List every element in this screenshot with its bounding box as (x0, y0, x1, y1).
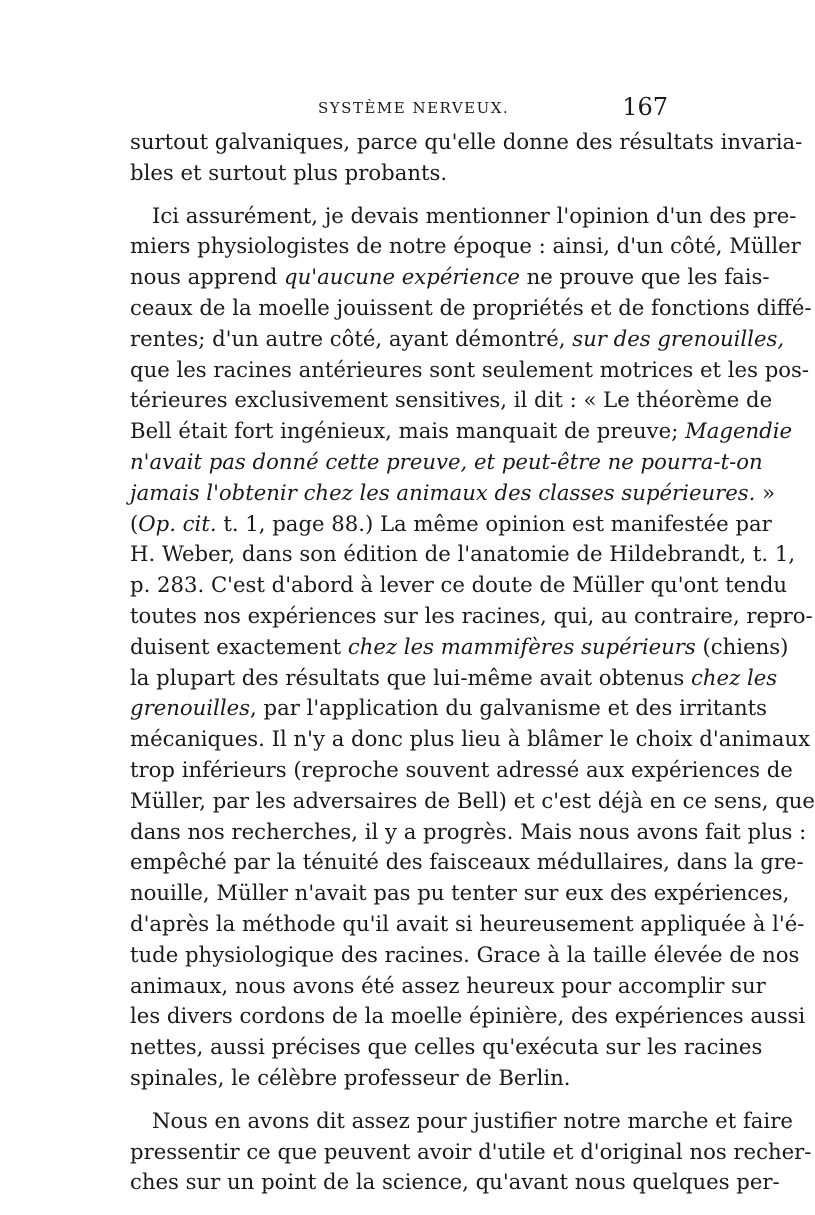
italic-text: qu'aucune expérience (284, 264, 520, 290)
text-segment: dans nos recherches, il y a progrès. Mais nous avons fait plus : (130, 818, 807, 844)
text-line (130, 1137, 812, 1168)
text-line (130, 693, 768, 724)
text-segment: ceaux de la moelle jouissent de propriétés et de fonctions diffé- (130, 294, 812, 320)
text-line (130, 878, 790, 909)
text-line (130, 1063, 668, 1094)
text-segment: ne prouve que les fais- (519, 264, 770, 290)
text-segment: les divers cordons de la moelle épinière, des expériences aussi (130, 1003, 806, 1029)
text-segment: bles et surtout plus probants. (130, 159, 448, 185)
text-line (130, 1001, 806, 1032)
text-line (130, 971, 766, 1002)
text-segment: Müller, par les adversaires de Bell) et c'est déjà en ce sens, que (130, 787, 815, 813)
text-segment: que les racines antérieures sont seulement motrices et les pos- (130, 356, 810, 382)
text-segment: tude physiologique des racines. Grace à la taille élevée de nos (130, 941, 800, 967)
text-line (130, 201, 797, 232)
text-segment: pressentir ce que peuvent avoir d'utile et d'original nos recher- (130, 1138, 812, 1164)
text-line (130, 293, 812, 324)
text-segment: trop inférieurs (reproche souvent adressé aux expériences de (130, 756, 793, 782)
paragraph (130, 127, 803, 189)
text-segment: animaux, nous avons été assez heureux pour accomplir sur (130, 972, 766, 998)
italic-text: jamais l'obtenir chez les animaux des classes supérieures. (130, 479, 756, 505)
text-segment: duisent exactement (130, 633, 348, 659)
text-segment: toutes nos expériences sur les racines, qui, au contraire, repro- (130, 602, 813, 628)
text-segment: empêché par la ténuité des faisceaux médullaires, dans la gre- (130, 849, 804, 875)
text-line (130, 416, 793, 447)
text-line (130, 940, 800, 971)
text-line (130, 539, 796, 570)
text-line (130, 601, 813, 632)
text-line (130, 262, 770, 293)
text-segment: Bell était fort ingénieux, mais manquait de preuve; (130, 418, 686, 444)
text-line (130, 355, 810, 386)
text-line (130, 1167, 780, 1198)
text-segment: la plupart des résultats que lui-même avait obtenus (130, 664, 692, 690)
text-segment: térieures exclusivement sensitives, il dit : « Le théorème de (130, 387, 773, 413)
text-line (130, 909, 805, 940)
text-line (130, 324, 785, 355)
page-number: 167 (622, 93, 668, 121)
text-line (130, 786, 815, 817)
text-line (130, 478, 776, 509)
italic-text: n'avait pas donné cette preuve, et peut-être ne pourra-t-on (130, 448, 763, 474)
italic-text: chez les (691, 664, 778, 690)
text-segment: (chiens) (695, 633, 789, 659)
text-segment: ( (130, 510, 139, 536)
text-segment: miers physiologistes de notre époque : ainsi, d'un côté, Müller (130, 233, 801, 259)
text-segment: p. 283. C'est d'abord à lever ce doute de Müller qu'ont tendu (130, 572, 788, 598)
text-line (130, 231, 801, 262)
text-segment: mécaniques. Il n'y a donc plus lieu à blâmer le choix d'animaux (130, 726, 811, 752)
text-segment: nouille, Müller n'avait pas pu tenter sur eux des expériences, (130, 880, 790, 906)
text-line (130, 385, 773, 416)
italic-text: sur des grenouilles, (572, 325, 785, 351)
paragraph (130, 1106, 812, 1198)
italic-text: Magendie (685, 418, 793, 444)
text-line (130, 817, 807, 848)
paragraph (130, 201, 815, 1094)
italic-text: grenouilles (130, 695, 251, 721)
text-line (130, 570, 788, 601)
paragraph-gap (130, 189, 668, 201)
text-segment: ches sur un point de la science, qu'avant nous quelques per- (130, 1169, 780, 1195)
italic-text: Op. cit. (138, 510, 217, 536)
text-segment: rentes; d'un autre côté, ayant démontré, (130, 325, 573, 351)
text-segment: nous apprend (130, 264, 285, 290)
italic-text: chez les mammifères supérieurs (347, 633, 696, 659)
text-segment: » (755, 479, 776, 505)
text-segment: , par l'application du galvanisme et des irritants (250, 695, 768, 721)
text-line (130, 158, 668, 189)
text-segment: nettes, aussi précises que celles qu'exécuta sur les racines (130, 1034, 763, 1060)
body-text (130, 127, 815, 1198)
text-line (130, 447, 763, 478)
text-segment: Ici assurément, je devais mentionner l'opinion d'un des pre- (152, 202, 797, 228)
text-segment: Nous en avons dit assez pour justifier notre marche et faire (152, 1107, 793, 1133)
text-segment: t. 1, page 88.) La même opinion est manifestée par (216, 510, 772, 536)
text-line (130, 1032, 763, 1063)
paragraph-gap (130, 1094, 668, 1106)
text-line (130, 632, 789, 663)
text-line (130, 724, 811, 755)
text-line (130, 663, 778, 694)
text-segment: spinales, le célèbre professeur de Berlin. (130, 1064, 571, 1090)
text-line (130, 509, 772, 540)
text-line (130, 755, 793, 786)
text-segment: d'après la méthode qu'il avait si heureusement appliquée à l'é- (130, 910, 805, 936)
text-segment: surtout galvaniques, parce qu'elle donne des résultats invaria- (130, 129, 803, 154)
running-title: SYSTÈME NERVEUX. (318, 99, 510, 117)
text-segment: H. Weber, dans son édition de l'anatomie de Hildebrandt, t. 1, (130, 541, 796, 567)
text-line (130, 847, 804, 878)
text-line (130, 127, 803, 158)
text-line (130, 1106, 793, 1137)
page-header (130, 95, 668, 125)
